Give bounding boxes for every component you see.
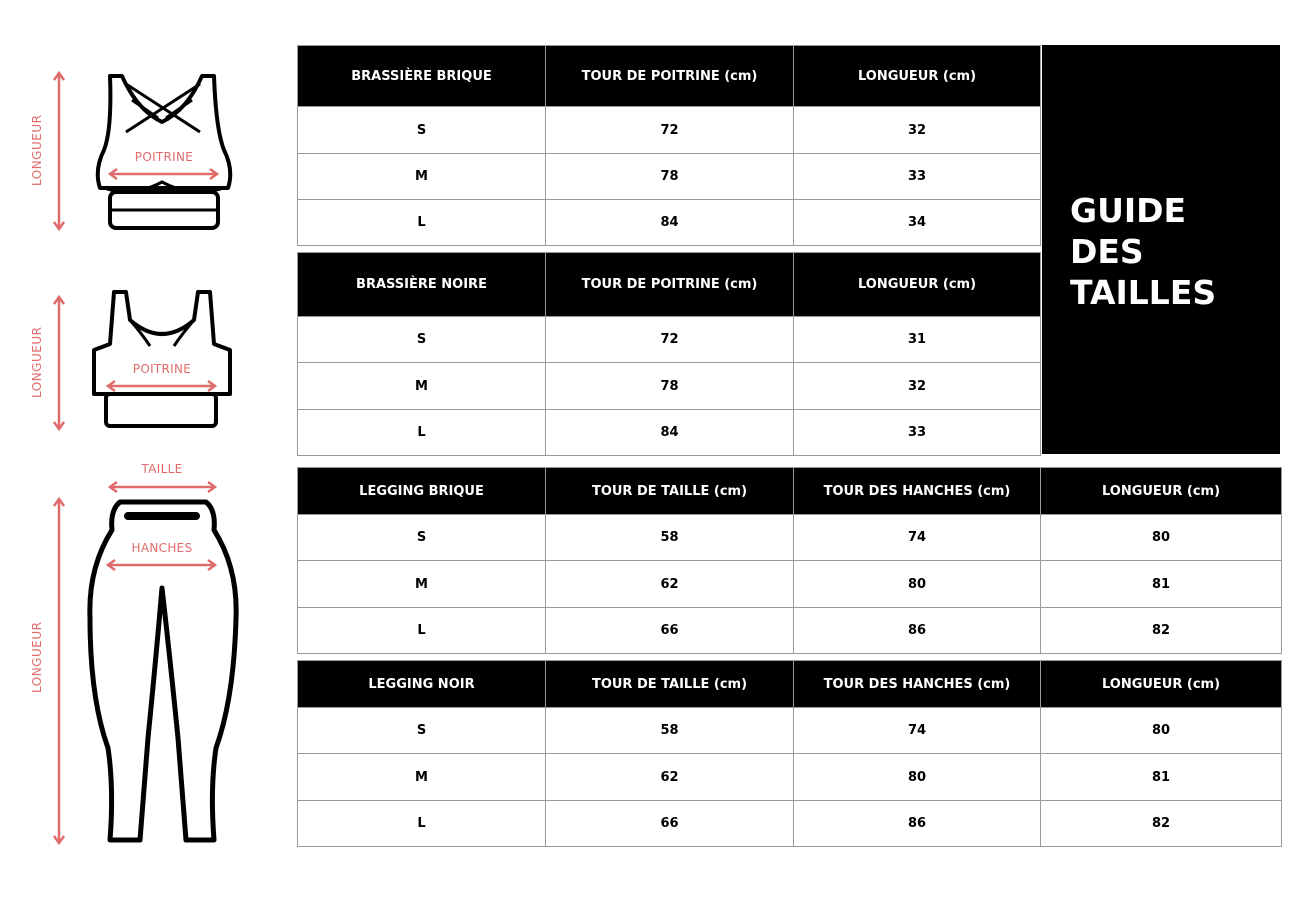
length-label-3: LONGUEUR (30, 621, 44, 693)
table-cell: L (298, 200, 546, 246)
guide-title-block (1042, 45, 1280, 454)
table-cell: L (298, 801, 546, 847)
table-cell: 84 (546, 410, 794, 456)
chest-label-1: POITRINE (134, 150, 194, 164)
table-row (298, 410, 1041, 456)
table-cell: S (298, 515, 546, 561)
header-cell: LEGGING NOIR (298, 661, 546, 708)
header-cell: LEGGING BRIQUE (298, 468, 546, 515)
table-cell: S (298, 317, 546, 363)
table-cell: 86 (794, 608, 1041, 654)
size-table-legging-brique (297, 467, 1282, 654)
table-cell: 66 (546, 608, 794, 654)
hips-arrow (106, 557, 218, 573)
table-cell: 31 (794, 317, 1041, 363)
table-cell: 72 (546, 317, 794, 363)
table-cell: 62 (546, 754, 794, 801)
table-row (298, 754, 1282, 801)
table-cell: M (298, 561, 546, 608)
table-cell: 78 (546, 154, 794, 200)
length-label-2: LONGUEUR (30, 326, 44, 398)
guide-title-line: DES (1070, 232, 1144, 271)
size-table-legging-noir (297, 660, 1282, 847)
table-cell: 32 (794, 107, 1041, 154)
header-cell: TOUR DE POITRINE (cm) (546, 253, 794, 317)
table-row (298, 801, 1282, 847)
table-row (298, 107, 1041, 154)
header-cell: LONGUEUR (cm) (794, 253, 1041, 317)
table-row (298, 608, 1282, 654)
table-cell: 58 (546, 708, 794, 754)
guide-title-line: GUIDE (1070, 191, 1187, 230)
table-header-row (298, 661, 1282, 708)
table-cell: 82 (1041, 801, 1282, 847)
table-cell: 78 (546, 363, 794, 410)
header-cell: LONGUEUR (cm) (1041, 661, 1282, 708)
table-cell: 33 (794, 410, 1041, 456)
sports-bra-noire-icon (90, 286, 235, 431)
table-row (298, 561, 1282, 608)
table-row (298, 515, 1282, 561)
guide-title (1070, 190, 1216, 313)
header-cell: TOUR DE TAILLE (cm) (546, 661, 794, 708)
table-cell: M (298, 754, 546, 801)
table-cell: 34 (794, 200, 1041, 246)
header-cell: TOUR DE TAILLE (cm) (546, 468, 794, 515)
waist-label: TAILLE (141, 462, 183, 476)
length-label-1: LONGUEUR (30, 114, 44, 186)
table-cell: 86 (794, 801, 1041, 847)
table-cell: 32 (794, 363, 1041, 410)
chest-label-2: POITRINE (132, 362, 192, 376)
header-cell: LONGUEUR (cm) (1041, 468, 1282, 515)
table-header-row (298, 468, 1282, 515)
table-header-row (298, 46, 1041, 107)
length-arrow-1 (50, 70, 70, 235)
size-table-brassiere-brique (297, 45, 1041, 246)
hips-label: HANCHES (131, 541, 193, 555)
header-cell: TOUR DE POITRINE (cm) (546, 46, 794, 107)
table-cell: S (298, 708, 546, 754)
table-header-row (298, 253, 1041, 317)
table-cell: L (298, 410, 546, 456)
table-cell: 74 (794, 515, 1041, 561)
guide-title-line: TAILLES (1070, 273, 1217, 312)
header-cell: BRASSIÈRE NOIRE (298, 253, 546, 317)
table-cell: 80 (794, 754, 1041, 801)
table-row (298, 317, 1041, 363)
table-cell: 74 (794, 708, 1041, 754)
table-cell: 66 (546, 801, 794, 847)
header-cell: LONGUEUR (cm) (794, 46, 1041, 107)
table-cell: M (298, 154, 546, 200)
table-cell: 62 (546, 561, 794, 608)
table-cell: 81 (1041, 561, 1282, 608)
size-table-brassiere-noire (297, 252, 1041, 456)
table-cell: 81 (1041, 754, 1282, 801)
table-cell: 80 (794, 561, 1041, 608)
table-row (298, 708, 1282, 754)
table-cell: L (298, 608, 546, 654)
length-arrow-2 (50, 294, 70, 434)
table-row (298, 154, 1041, 200)
chest-arrow-1 (108, 166, 220, 182)
table-cell: M (298, 363, 546, 410)
table-cell: 84 (546, 200, 794, 246)
table-cell: 58 (546, 515, 794, 561)
table-cell: 80 (1041, 515, 1282, 561)
table-cell: 72 (546, 107, 794, 154)
table-cell: 82 (1041, 608, 1282, 654)
table-row (298, 200, 1041, 246)
header-cell: BRASSIÈRE BRIQUE (298, 46, 546, 107)
chest-arrow-2 (106, 378, 218, 394)
table-row (298, 363, 1041, 410)
table-cell: 80 (1041, 708, 1282, 754)
table-cell: 33 (794, 154, 1041, 200)
table-cell: S (298, 107, 546, 154)
header-cell: TOUR DES HANCHES (cm) (794, 468, 1041, 515)
header-cell: TOUR DES HANCHES (cm) (794, 661, 1041, 708)
length-arrow-3 (50, 496, 70, 850)
waist-arrow (108, 479, 218, 495)
